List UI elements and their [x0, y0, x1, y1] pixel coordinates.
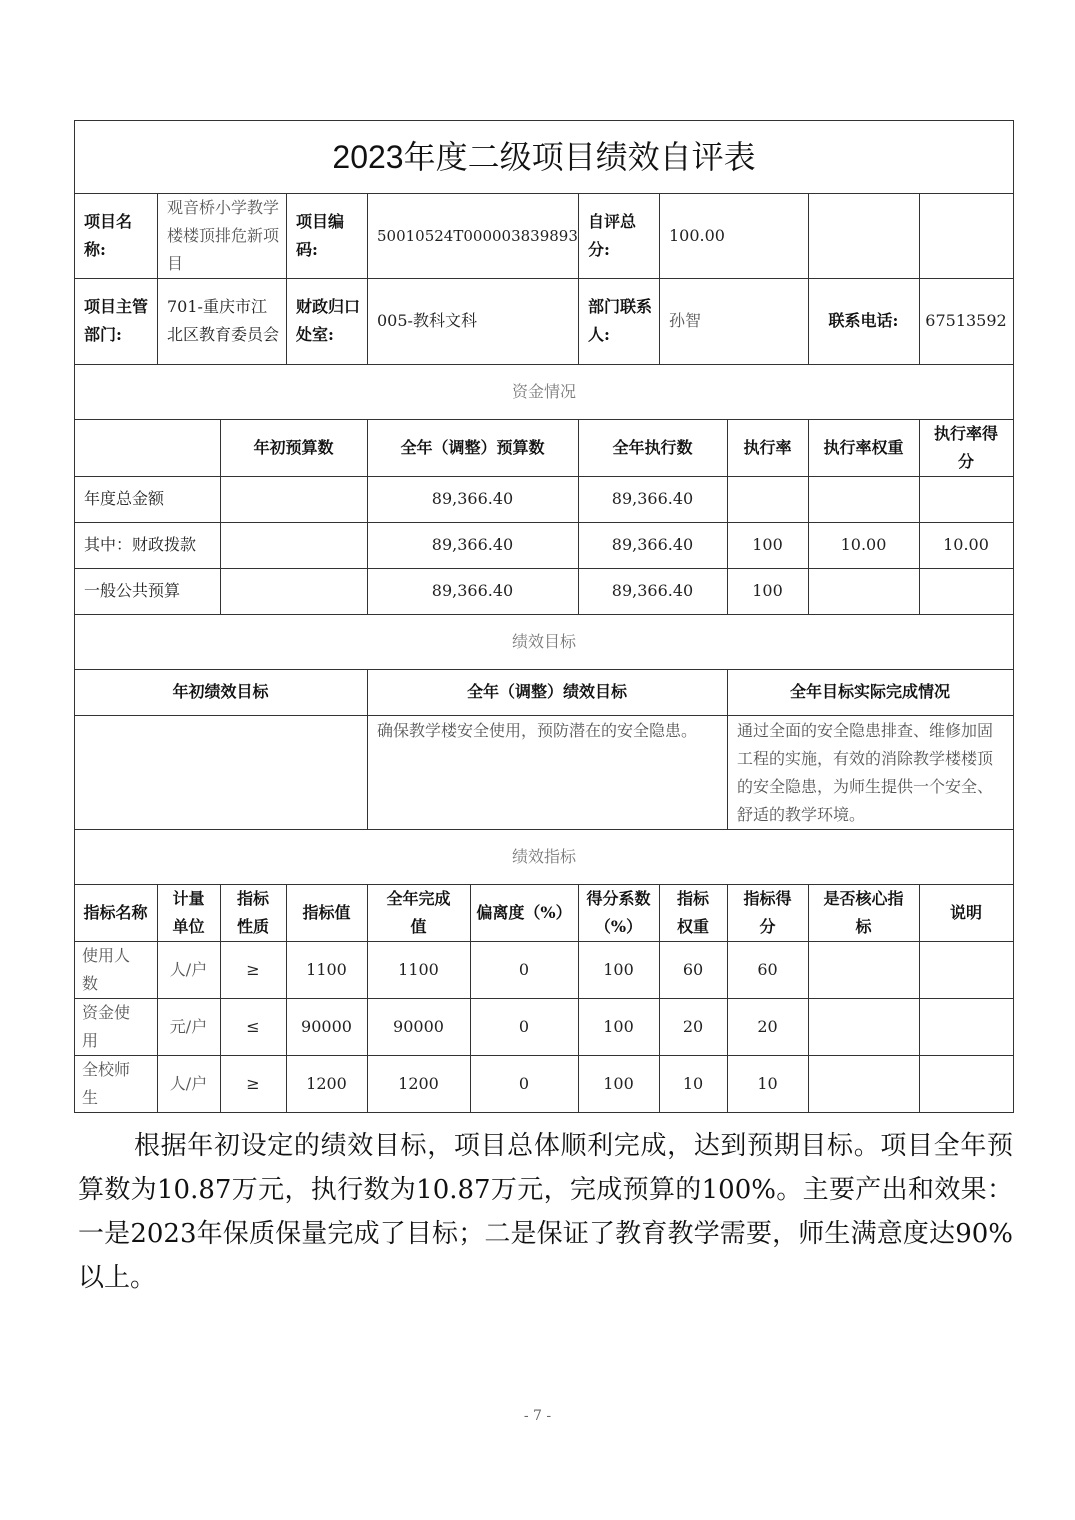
funds-header: 年初预算数: [253, 437, 334, 457]
page-number: - 7 -: [523, 1408, 552, 1424]
indicator-cell: 0: [518, 959, 530, 979]
self-score-label: 自评总分:: [588, 211, 637, 259]
indicator-cell: ≥: [246, 959, 260, 979]
funds-header: 执行率权重: [823, 437, 904, 457]
phone: 67513592: [925, 311, 1007, 330]
goals-header: 全年目标实际完成情况: [789, 682, 950, 701]
indicator-cell: 1200: [398, 1073, 439, 1093]
indicator-header: 全年完成值: [386, 888, 451, 936]
funds-header: 执行率: [743, 437, 792, 457]
indicator-cell: [808, 998, 919, 1055]
indicator-cell: 90000: [301, 1016, 352, 1036]
summary-paragraph: 根据年初设定的绩效目标，项目总体顺利完成，达到预期目标。项目全年预算数为10.87万元，执行数为10.87万元，完成预算的100%。主要产出和效果：一是2023年保质保量完成了目标；二是保证了教育教学需要，师生满意度达90%以上。: [78, 1131, 1013, 1293]
self-score: 100.00: [669, 225, 725, 245]
project-code-label: 项目编码:: [296, 211, 345, 259]
funds-header: 全年（调整）预算数: [400, 437, 545, 457]
indicator-cell: [919, 941, 1013, 998]
funds-header: 全年执行数: [612, 437, 693, 457]
indicator-cell: ≥: [246, 1073, 260, 1093]
indicator-name: 资金使用: [82, 1002, 131, 1050]
indicator-header: 计量单位: [172, 888, 205, 936]
goals-header: 年初绩效目标: [172, 682, 269, 701]
indicator-header: 指标权重: [676, 888, 709, 936]
indicator-header: 得分系数（%）: [586, 888, 651, 936]
funds-cell: 89,366.40: [611, 489, 694, 508]
indicator-cell: 元/户: [169, 1016, 208, 1036]
indicator-cell: 60: [757, 959, 778, 979]
indicator-header: 偏离度（%）: [476, 902, 572, 922]
funds-cell: 89,366.40: [431, 489, 514, 508]
page-title: 2023年度二级项目绩效自评表: [332, 138, 756, 175]
indicator-name: 全校师生: [82, 1059, 131, 1107]
funds-cell: 100: [752, 535, 783, 554]
indicator-cell: 20: [757, 1016, 778, 1036]
indicator-cell: 0: [518, 1016, 530, 1036]
funds-cell: 89,366.40: [611, 581, 694, 600]
project-code: 50010524T000003839893: [377, 226, 578, 245]
funds-cell: 100: [752, 581, 783, 600]
project-name: 观音桥小学教学楼楼顶排危新项目: [167, 197, 280, 273]
indicator-cell: 1100: [398, 959, 439, 979]
indicator-cell: 100: [603, 1073, 634, 1093]
finance: 005-教科文科: [377, 311, 477, 330]
indicator-cell: 人/户: [169, 959, 208, 979]
goals-header: 全年（调整）绩效目标: [466, 682, 627, 701]
indicator-cell: ≤: [246, 1016, 260, 1036]
indicator-cell: 10: [757, 1073, 778, 1093]
funds-cell: 89,366.40: [611, 535, 694, 554]
dept-label: 项目主管部门:: [84, 297, 149, 344]
funds-cell: 89,366.40: [431, 581, 514, 600]
indicator-cell: 1200: [306, 1073, 347, 1093]
rule: [74, 1112, 1014, 1113]
goals-section-title: 绩效目标: [511, 631, 576, 651]
indicator-cell: 人/户: [169, 1073, 208, 1093]
indicator-header: 指标名称: [83, 902, 148, 922]
goal-adjusted: 确保教学楼安全使用，预防潜在的安全隐患。: [377, 721, 698, 740]
funds-row-label: 年度总金额: [84, 489, 165, 508]
indicator-cell: [808, 941, 919, 998]
indicator-cell: 100: [603, 1016, 634, 1036]
indicator-cell: [808, 1055, 919, 1112]
funds-row-label: 其中：财政拨款: [84, 535, 197, 554]
funds-cell: 89,366.40: [431, 535, 514, 554]
indicator-header: 说明: [949, 902, 982, 922]
funds-row-label: 一般公共预算: [84, 581, 181, 600]
indicator-cell: 60: [682, 959, 704, 979]
funds-section-title: 资金情况: [511, 381, 576, 401]
finance-label: 财政归口处室:: [296, 297, 361, 344]
funds-cell: 10.00: [943, 535, 989, 554]
dept: 701-重庆市江北区教育委员会: [167, 297, 280, 344]
indicator-cell: 10: [682, 1073, 704, 1093]
indicator-header: 指标得分: [743, 888, 792, 936]
indicator-cell: 1100: [306, 959, 347, 979]
indicator-cell: 90000: [393, 1016, 444, 1036]
indicator-name: 使用人数: [82, 945, 131, 993]
project-name-label: 项目名称:: [84, 211, 133, 259]
funds-cell: 10.00: [840, 535, 887, 554]
contact-label: 部门联系人:: [588, 297, 653, 344]
indicator-header: 是否核心指标: [823, 888, 904, 936]
indicator-cell: [919, 998, 1013, 1055]
indicator-cell: 20: [682, 1016, 704, 1036]
indicator-cell: [919, 1055, 1013, 1112]
phone-label: 联系电话:: [828, 311, 899, 330]
indicator-header: 指标性质: [236, 888, 269, 936]
goal-initial: [74, 715, 367, 829]
funds-header: 执行率得分: [933, 423, 998, 471]
indicators-section-title: 绩效指标: [511, 846, 576, 866]
indicator-cell: 0: [518, 1073, 530, 1093]
contact: 孙智: [669, 311, 702, 330]
goal-actual: 通过全面的安全隐患排查、维修加固工程的实施，有效的消除教学楼楼顶的安全隐患，为师生提供一个安全、舒适的教学环境。: [737, 721, 994, 824]
indicator-header: 指标值: [302, 902, 351, 922]
indicator-cell: 100: [603, 959, 634, 979]
